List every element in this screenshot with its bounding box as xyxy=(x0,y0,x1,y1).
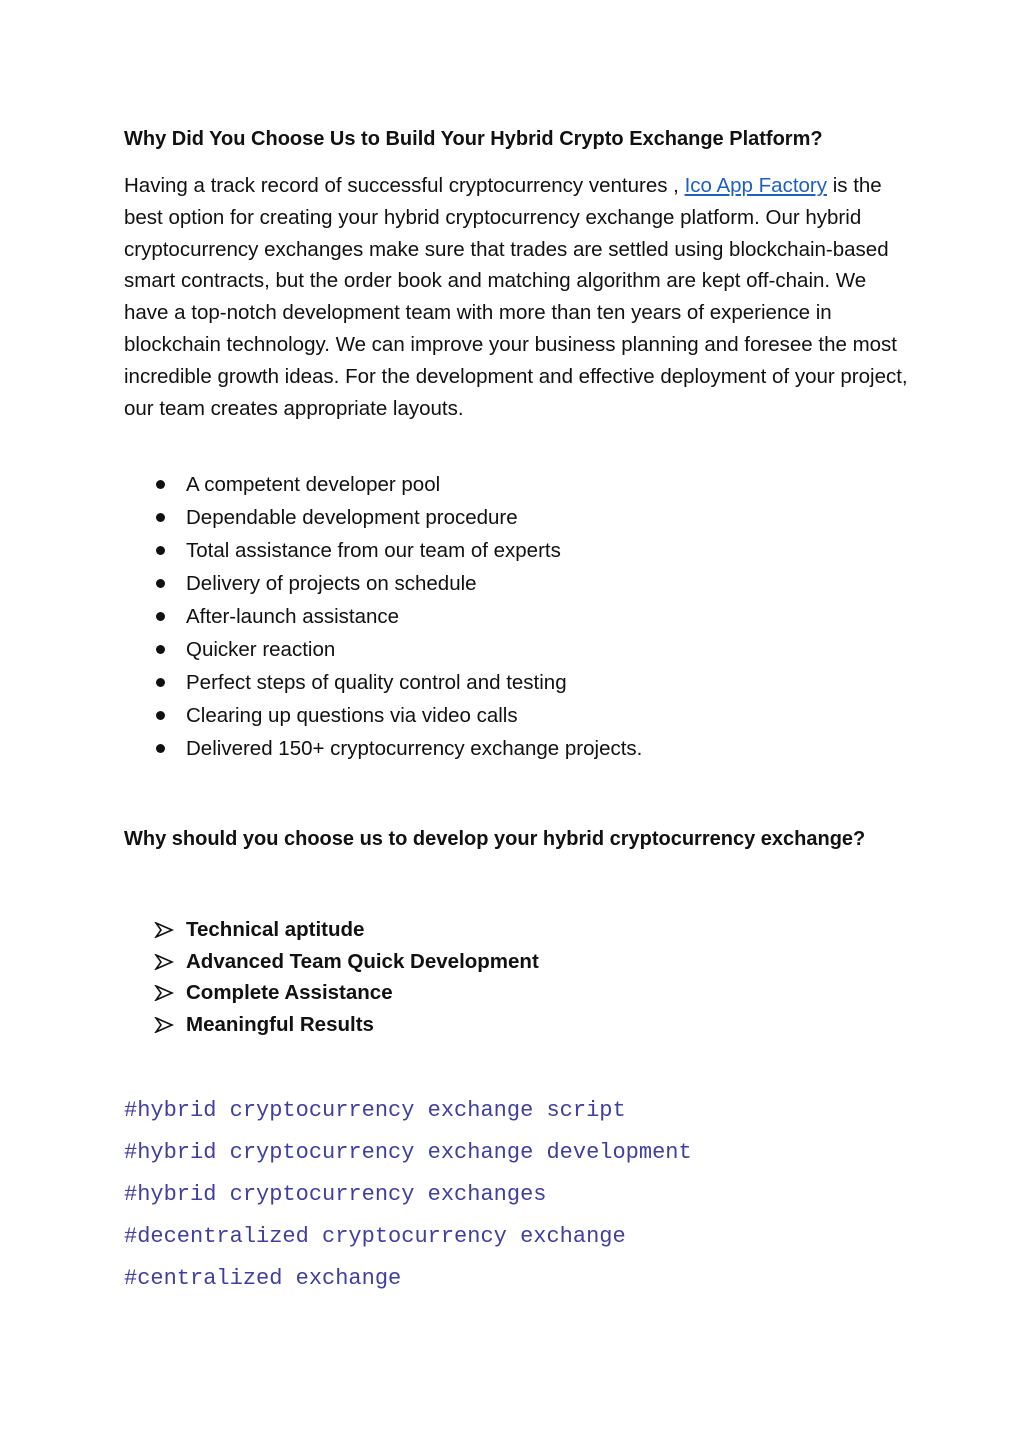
section-heading-why-should-you-choose-us: Why should you choose us to develop your hybrid cryptocurrency exchange? xyxy=(124,828,866,850)
bullet-item xyxy=(124,569,642,602)
bullet-dot-icon xyxy=(156,579,165,588)
reasons-arrow-list xyxy=(124,915,539,1042)
benefits-bullet-list xyxy=(124,470,642,767)
bullet-dot-icon xyxy=(156,744,165,753)
hashtag: #hybrid cryptocurrency exchanges xyxy=(124,1182,547,1207)
hashtag: #centralized exchange xyxy=(124,1266,402,1291)
bullet-item xyxy=(124,635,642,668)
arrow-list-item xyxy=(124,947,539,979)
bullet-dot-icon xyxy=(156,480,165,489)
intro-text-before-link: Having a track record of successful cryptocurrency ventures , xyxy=(124,174,685,197)
section-heading-why-did-you-choose-us: Why Did You Choose Us to Build Your Hybrid Crypto Exchange Platform? xyxy=(124,128,823,150)
bullet-item xyxy=(124,470,642,503)
bullet-dot-icon xyxy=(156,612,165,621)
bullet-text: Total assistance from our team of experts xyxy=(186,539,561,562)
hashtag: #hybrid cryptocurrency exchange development xyxy=(124,1140,692,1165)
arrow-list-item xyxy=(124,1010,539,1042)
intro-text-after-link: is the best option for creating your hybrid cryptocurrency exchange platform. Our hybrid cryptocurrency exchanges make sure that trades are settled using blockchain-based smart contracts, but the order book and matching algorithm are kept off-chain. We have a top-notch development team with more than ten years of experience in blockchain technology. We can improve your business planning and foresee the most incredible growth ideas. For the development and effective deployment of your project, our team creates appropriate layouts. xyxy=(124,174,908,420)
arrow-item-text: Meaningful Results xyxy=(186,1013,374,1037)
bullet-dot-icon xyxy=(156,513,165,522)
arrowhead-bullet-icon xyxy=(154,954,174,970)
bullet-dot-icon xyxy=(156,711,165,720)
bullet-dot-icon xyxy=(156,645,165,654)
intro-paragraph xyxy=(124,170,914,424)
arrow-item-text: Complete Assistance xyxy=(186,981,393,1005)
arrow-item-text: Technical aptitude xyxy=(186,918,365,941)
bullet-item xyxy=(124,701,642,734)
bullet-text: Dependable development procedure xyxy=(186,506,518,529)
arrowhead-bullet-icon xyxy=(154,922,174,938)
bullet-item xyxy=(124,734,642,767)
bullet-dot-icon xyxy=(156,546,165,555)
bullet-item xyxy=(124,503,642,536)
bullet-text: Perfect steps of quality control and testing xyxy=(186,671,567,694)
arrowhead-bullet-icon xyxy=(154,1017,174,1033)
bullet-text: Delivered 150+ cryptocurrency exchange projects. xyxy=(186,737,643,760)
arrowhead-bullet-icon xyxy=(154,985,174,1001)
hashtag-list xyxy=(124,1094,692,1304)
arrow-item-text: Advanced Team Quick Development xyxy=(186,949,539,973)
hashtag: #decentralized cryptocurrency exchange xyxy=(124,1224,626,1249)
bullet-text: Delivery of projects on schedule xyxy=(186,572,477,595)
hashtag: #hybrid cryptocurrency exchange script xyxy=(124,1098,626,1123)
arrow-list-item xyxy=(124,915,539,947)
bullet-dot-icon xyxy=(156,678,165,687)
bullet-item xyxy=(124,668,642,701)
bullet-text: After-launch assistance xyxy=(186,605,400,628)
bullet-text: Clearing up questions via video calls xyxy=(186,704,518,727)
bullet-text: A competent developer pool xyxy=(186,473,441,496)
ico-app-factory-link[interactable]: Ico App Factory xyxy=(684,174,827,197)
arrow-list-item xyxy=(124,978,539,1010)
bullet-item xyxy=(124,602,642,635)
bullet-item xyxy=(124,536,642,569)
bullet-text: Quicker reaction xyxy=(186,638,336,661)
